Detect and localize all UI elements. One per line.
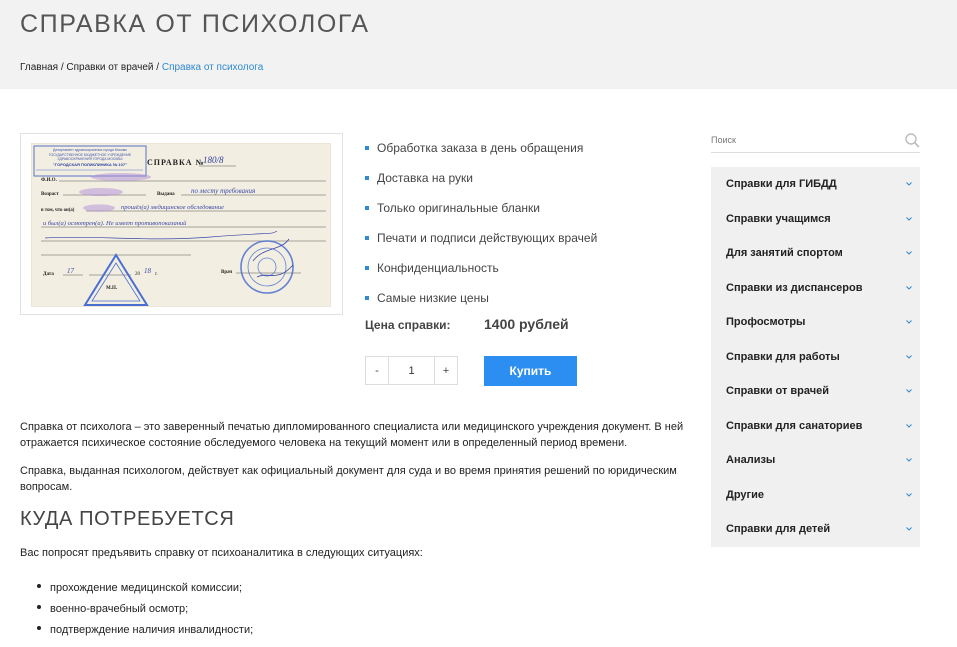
sidebar-item-label: Анализы <box>726 454 776 467</box>
bullet-dot-icon <box>37 605 41 609</box>
cert-field-fio: Ф.И.О. <box>41 178 57 183</box>
feature-label: Доставка на руки <box>377 171 473 185</box>
list-item-label: военно-врачебный осмотр; <box>50 602 189 615</box>
cert-title: СПРАВКА № <box>147 158 205 167</box>
cert-year-suffix: г. <box>155 272 158 277</box>
situations-list <box>50 574 253 643</box>
sidebar-item-label: Справки учащимся <box>726 212 831 225</box>
feature-label: Только оригинальные бланки <box>377 201 540 215</box>
cert-handwriting: по месту требования <box>191 187 256 195</box>
feature-label: Конфиденциальность <box>377 261 499 275</box>
cert-org-line: ГОСУДАРСТВЕННОЕ БЮДЖЕТНОЕ УЧРЕЖДЕНИЕ <box>48 153 132 157</box>
feature-item <box>365 223 597 253</box>
cert-org-line: Департамент здравоохранения города Москвы <box>53 148 127 152</box>
chevron-down-icon <box>905 525 913 533</box>
sidebar-item-children[interactable] <box>711 512 920 547</box>
square-bullet-icon <box>365 146 369 150</box>
page-title: СПРАВКА ОТ ПСИХОЛОГА <box>20 10 370 38</box>
feature-item <box>365 133 597 163</box>
sidebar-item-work[interactable] <box>711 340 920 375</box>
sidebar-item-label: Профосмотры <box>726 316 806 329</box>
search-input[interactable] <box>711 131 896 149</box>
cert-field-date: Дата <box>43 272 54 277</box>
cert-date-day: 17 <box>67 267 74 275</box>
square-bullet-icon <box>365 236 369 240</box>
square-bullet-icon <box>365 266 369 270</box>
sidebar-item-students[interactable] <box>711 202 920 237</box>
list-item <box>50 616 253 643</box>
cert-org-line: ЗДРАВООХРАНЕНИЯ ГОРОДА МОСКВЫ <box>57 157 123 161</box>
sidebar-item-sport[interactable] <box>711 236 920 271</box>
sidebar-item-label: Справки из диспансеров <box>726 281 863 294</box>
list-item-label: прохождение медицинской комиссии; <box>50 581 243 594</box>
sidebar-item-tests[interactable] <box>711 443 920 478</box>
quantity-decrease-button[interactable]: - <box>366 357 389 384</box>
sidebar-item-gibdd[interactable] <box>711 167 920 202</box>
quantity-increase-button[interactable]: + <box>434 357 457 384</box>
bullet-dot-icon <box>37 584 41 588</box>
sidebar-item-sanatorium[interactable] <box>711 409 920 444</box>
feature-item <box>365 253 597 283</box>
cert-handwriting: прошёл(а) медицинское обследование <box>121 204 225 211</box>
features-list <box>365 133 597 313</box>
sidebar-item-dispensary[interactable] <box>711 271 920 306</box>
cert-field-that: в том, что он(а) <box>41 208 75 213</box>
breadcrumb <box>20 62 263 73</box>
cert-field-doctor: Врач <box>221 270 233 275</box>
chevron-down-icon <box>905 456 913 464</box>
feature-item <box>365 283 597 313</box>
cert-date-year: 20 <box>135 272 140 277</box>
description-paragraph: Справка, выданная психологом, действует как официальный документ для суда и во время принятия решений по юридическим вопросам. <box>20 465 677 493</box>
feature-item <box>365 193 597 223</box>
square-bullet-icon <box>365 176 369 180</box>
breadcrumb-home-link[interactable]: Главная <box>20 62 59 73</box>
breadcrumb-separator: / <box>58 62 67 73</box>
section-title: КУДА ПОТРЕБУЕТСЯ <box>20 508 235 530</box>
cert-date-year-suffix: 18 <box>144 267 151 275</box>
breadcrumb-parent-link[interactable]: Справки от врачей <box>66 62 154 73</box>
square-bullet-icon <box>365 206 369 210</box>
chevron-down-icon <box>905 318 913 326</box>
buy-button[interactable]: Купить <box>484 356 577 386</box>
description-paragraph: Справка от психолога – это заверенный печатью дипломированного специалиста или медицинского учреждения документ. В ней отражается психическое состояние обследуемого человека на текущий момент или в определенный период времени. <box>20 421 684 449</box>
quantity-input[interactable] <box>389 357 434 384</box>
quantity-stepper <box>365 356 458 385</box>
chevron-down-icon <box>905 215 913 223</box>
cert-stamp-mp: М.П. <box>106 286 118 291</box>
sidebar-item-label: Справки для работы <box>726 350 840 363</box>
chevron-down-icon <box>905 249 913 257</box>
chevron-down-icon <box>905 422 913 430</box>
sidebar-menu <box>711 167 920 547</box>
price-value: 1400 рублей <box>484 316 569 332</box>
product-image[interactable] <box>20 133 343 315</box>
sidebar-item-label: Справки для санаториев <box>726 419 863 432</box>
chevron-down-icon <box>905 491 913 499</box>
sidebar-item-other[interactable] <box>711 478 920 513</box>
breadcrumb-separator: / <box>153 62 162 73</box>
chevron-down-icon <box>905 387 913 395</box>
chevron-down-icon <box>905 284 913 292</box>
list-item-label: подтверждение наличия инвалидности; <box>50 623 254 636</box>
sidebar-item-checkups[interactable] <box>711 305 920 340</box>
feature-label: Самые низкие цены <box>377 291 489 305</box>
sidebar-item-label: Справки от врачей <box>726 385 829 398</box>
search-box <box>711 128 920 153</box>
sidebar-item-label: Справки для детей <box>726 523 831 536</box>
cert-field-age: Возраст <box>41 192 59 197</box>
sidebar-item-label: Для занятий спортом <box>726 247 843 260</box>
search-icon[interactable] <box>904 132 920 148</box>
feature-label: Обработка заказа в день обращения <box>377 141 584 155</box>
sidebar-item-label: Другие <box>726 488 764 501</box>
section-intro: Вас попросят предъявить справку от психоаналитика в следующих ситуациях: <box>20 547 423 559</box>
sidebar-item-label: Справки для ГИБДД <box>726 178 837 191</box>
certificate-scan <box>31 143 331 307</box>
page-header <box>0 0 957 89</box>
feature-label: Печати и подписи действующих врачей <box>377 231 598 245</box>
cert-handwriting: и был(а) осмотрен(а). Не имеет противопоказаний <box>43 220 187 227</box>
square-bullet-icon <box>365 296 369 300</box>
cert-clinic: "ГОРОДСКАЯ ПОЛИКЛИНИКА № 107" <box>53 162 127 167</box>
bullet-dot-icon <box>37 626 41 630</box>
breadcrumb-current: Справка от психолога <box>161 62 264 73</box>
feature-item <box>365 163 597 193</box>
chevron-down-icon <box>905 180 913 188</box>
price-label: Цена справки: <box>365 318 451 332</box>
sidebar-item-doctors[interactable] <box>711 374 920 409</box>
chevron-down-icon <box>905 353 913 361</box>
cert-number: 180/8 <box>203 155 224 165</box>
cert-field-issued: Выдана <box>157 192 175 197</box>
